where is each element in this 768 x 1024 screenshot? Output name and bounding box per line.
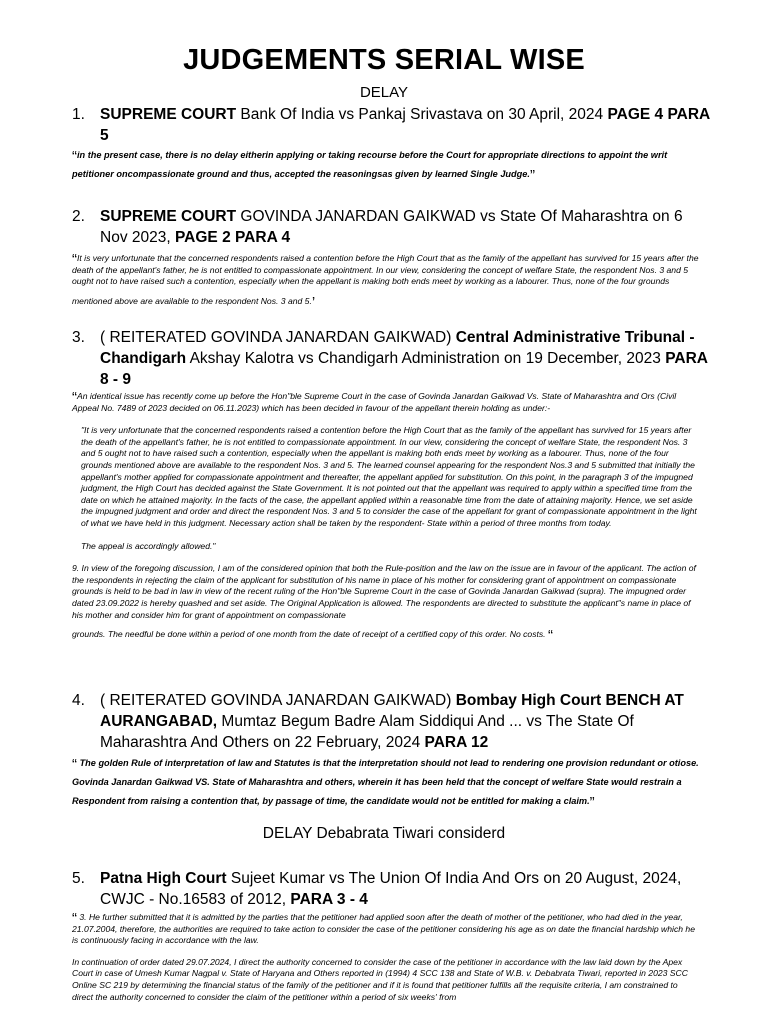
close-quote-mark: ’ bbox=[311, 293, 316, 311]
judgement-item-4 bbox=[72, 690, 712, 753]
section-heading-debabrata: DELAY Debabrata Tiwari considerd bbox=[262, 825, 506, 842]
section-heading-delay: DELAY bbox=[359, 84, 409, 101]
item-number: 5. bbox=[72, 870, 85, 887]
quote-para-9: 9. In view of the foregoing discussion, I am of the considered opinion that both the Rule-position and the law on the issue are in favour of the applicant. The action of the respondents in rejecting the claim of the applicant for substitution of his name in place of his mother for considering grant of appointment on compassionate grounds is held to be bad in law in view of the recent ruling of the Hon"ble Supreme Court in the case of Govinda Janardan Gaikwad (supra). The impugned order dated 23.09.2022 is hereby quashed and set aside. The Original Application is allowed. The respondents are directed to substitute the applicant"s name in place of his mother and consider him for grant of appointment on compassionate bbox=[72, 563, 696, 620]
judgement-item-1 bbox=[72, 104, 712, 146]
judgement-item-2 bbox=[72, 206, 712, 248]
case-title: Sujeet Kumar vs The Union Of India And Ors on 20 August, 2024, CWJC - No.16583 of 2012, bbox=[100, 870, 682, 908]
close-quote-mark: ” bbox=[589, 794, 595, 811]
item-number: 4. bbox=[72, 692, 85, 709]
quote-block: "It is very unfortunate that the concerned respondents raised a contention before the High Court that as the family of the appellant has survived for 15 years after the death of the appellant's father, he is not entitled to compassionate appointment. In our view, considering the concept of welfare State, the respondent Nos. 3 and 5 ought not to have raised such a contention, especially when the appellant is making both ends meet by working as a labourer. Thus, none of the four grounds mentioned above are available to the respondent Nos. 3 and 5. The learned counsel appearing for the respondent Nos.3 and 5 submitted that initially the appellant's mother applied for compassionate appointment and thereafter, the appellant applied for substitution. On this point, in the paragraph 3 of the impugned judgment, the High Court has decided against the State Government. It is not pointed out that the appellant was required to apply within a specified time from the date on which he attained majority. In the facts of the case, the appellant applied within a reasonable time from the date of attaining majority. Hence, we set aside the impugned judgment and order and direct the respondent Nos. 3 and 5 to consider the case of the appellant for grant of compassionate appointment in the light of what we have held in this judgment. Necessary action shall be taken by the respondent- State within a period of three months from today. bbox=[81, 425, 697, 528]
close-quote-mark: ” bbox=[529, 167, 535, 184]
case-title: Mumtaz Begum Badre Alam Siddiqui And ... vs The State Of Maharashtra And Others on 22 February, 2024 bbox=[100, 713, 634, 751]
case-title: Akshay Kalotra vs Chandigarh Administration on 19 December, 2023 bbox=[189, 350, 661, 367]
item-number: 2. bbox=[72, 208, 85, 225]
page-para-ref: PARA 8 - 9 bbox=[100, 350, 708, 388]
court-name: SUPREME COURT bbox=[100, 208, 237, 225]
quote-intro: An identical issue has recently come up before the Hon"ble Supreme Court in the case of Govinda Janardan Gaikwad Vs. State of Maharashtra and Ors (Civil Appeal No. 7489 of 2023 decided on 06.11.2023) which has been decided in favour of the appellant therein holding as under:- bbox=[72, 391, 677, 413]
reiterated-note: ( REITERATED GOVINDA JANARDAN GAIKWAD) bbox=[100, 329, 452, 346]
judgement-item-3 bbox=[72, 327, 712, 390]
page-para-ref: PARA 12 bbox=[424, 734, 489, 751]
quote-text-2: In continuation of order dated 29.07.2024, I direct the authority concerned to consider the case of the petitioner in accordance with the law laid down by the Apex Court in case of Umesh Kumar Nagpal v. State of Haryana and Others reported in (1994) 4 SCC 138 and State of W.B. v. Debabrata Tiwari, reported in 2023 SCC Online SC 219 by determining the financial status of the family of the petitioner and if it is found that petitioner fulfills all the requisite criteria, I am constrained to direct the authority concerned to consider the claim of the petitioner within a period of six weeks' from bbox=[72, 956, 688, 1002]
quote-4 bbox=[72, 754, 700, 811]
close-quote-mark: “ bbox=[547, 627, 553, 645]
case-title: Bank Of India vs Pankaj Srivastava on 30 April, 2024 bbox=[240, 106, 604, 123]
reiterated-note: ( REITERATED GOVINDA JANARDAN GAIKWAD) bbox=[100, 692, 452, 709]
page-para-ref: PAGE 4 PARA 5 bbox=[100, 106, 710, 144]
quote-5 bbox=[72, 912, 700, 1003]
court-name: Central Administrative Tribunal - Chandigarh bbox=[100, 329, 695, 367]
quote-3 bbox=[72, 389, 700, 645]
document-title: JUDGEMENTS SERIAL WISE bbox=[183, 44, 585, 76]
page-para-ref: PARA 3 - 4 bbox=[290, 891, 368, 908]
quote-1 bbox=[72, 146, 700, 184]
quote-text: 3. He further submitted that it is admitted by the parties that the petitioner had applied soon after the death of mother of the petitioner, who had died in the year, 21.07.2004, therefore, the authorities are required to take action to consider the case of the petitioner considering his age as on date the financial hardship which he is continuously facing in accordance with the law. bbox=[72, 912, 695, 946]
open-quote-mark: “ bbox=[72, 148, 77, 165]
quote-para-9-tail: grounds. The needful be done within a period of one month from the date of receipt of a certified copy of this order. No costs. bbox=[72, 629, 546, 640]
open-quote-mark: “ bbox=[72, 910, 77, 927]
case-title: GOVINDA JANARDAN GAIKWAD vs State Of Maharashtra on 6 Nov 2023, bbox=[100, 208, 683, 246]
open-quote-mark: “ bbox=[72, 389, 77, 406]
open-quote-mark: “ bbox=[72, 251, 77, 268]
item-number: 3. bbox=[72, 329, 85, 346]
quote-text: The golden Rule of interpretation of law and Statutes is that the interpretation should not lead to rendering one provision redundant or otiose. Govinda Janardan Gaikwad VS. State of Maharashtra and others, wherein it has been held that the concept of welfare State would restrain a Respondent from raising a contention that, by passage of time, the candidate would not be entitled for making a claim. bbox=[72, 758, 699, 806]
page-para-ref: PAGE 2 PARA 4 bbox=[174, 229, 291, 246]
court-name: Bombay High Court BENCH AT AURANGABAD, bbox=[100, 692, 684, 730]
item-number: 1. bbox=[72, 106, 85, 123]
judgement-item-5 bbox=[72, 868, 712, 910]
court-name: Patna High Court bbox=[100, 870, 227, 887]
quote-text: It is very unfortunate that the concerned respondents raised a contention before the High Court that as the family of the appellant has survived for 15 years after the death of the appellant's father, he is not entitled to compassionate appointment. In our view, considering the concept of welfare State, the respondent Nos. 3 and 5 ought not to have raised such a contention, especially when the appellant is making both ends meet by working as a labourer. Thus, none of the four grounds bbox=[72, 253, 699, 287]
court-name: SUPREME COURT bbox=[100, 106, 237, 123]
quote-text-tail: mentioned above are available to the respondent Nos. 3 and 5. bbox=[72, 295, 312, 306]
quote-text: in the present case, there is no delay eitherin applying or taking recourse before the Court for appropriate directions to appoint the writ petitioner oncompassionate ground and thus, accepted the reasoningsas given by learned Single Judge. bbox=[72, 150, 668, 179]
quote-allowed: The appeal is accordingly allowed." bbox=[81, 540, 216, 551]
open-quote-mark: “ bbox=[72, 756, 77, 773]
quote-2 bbox=[72, 251, 700, 311]
